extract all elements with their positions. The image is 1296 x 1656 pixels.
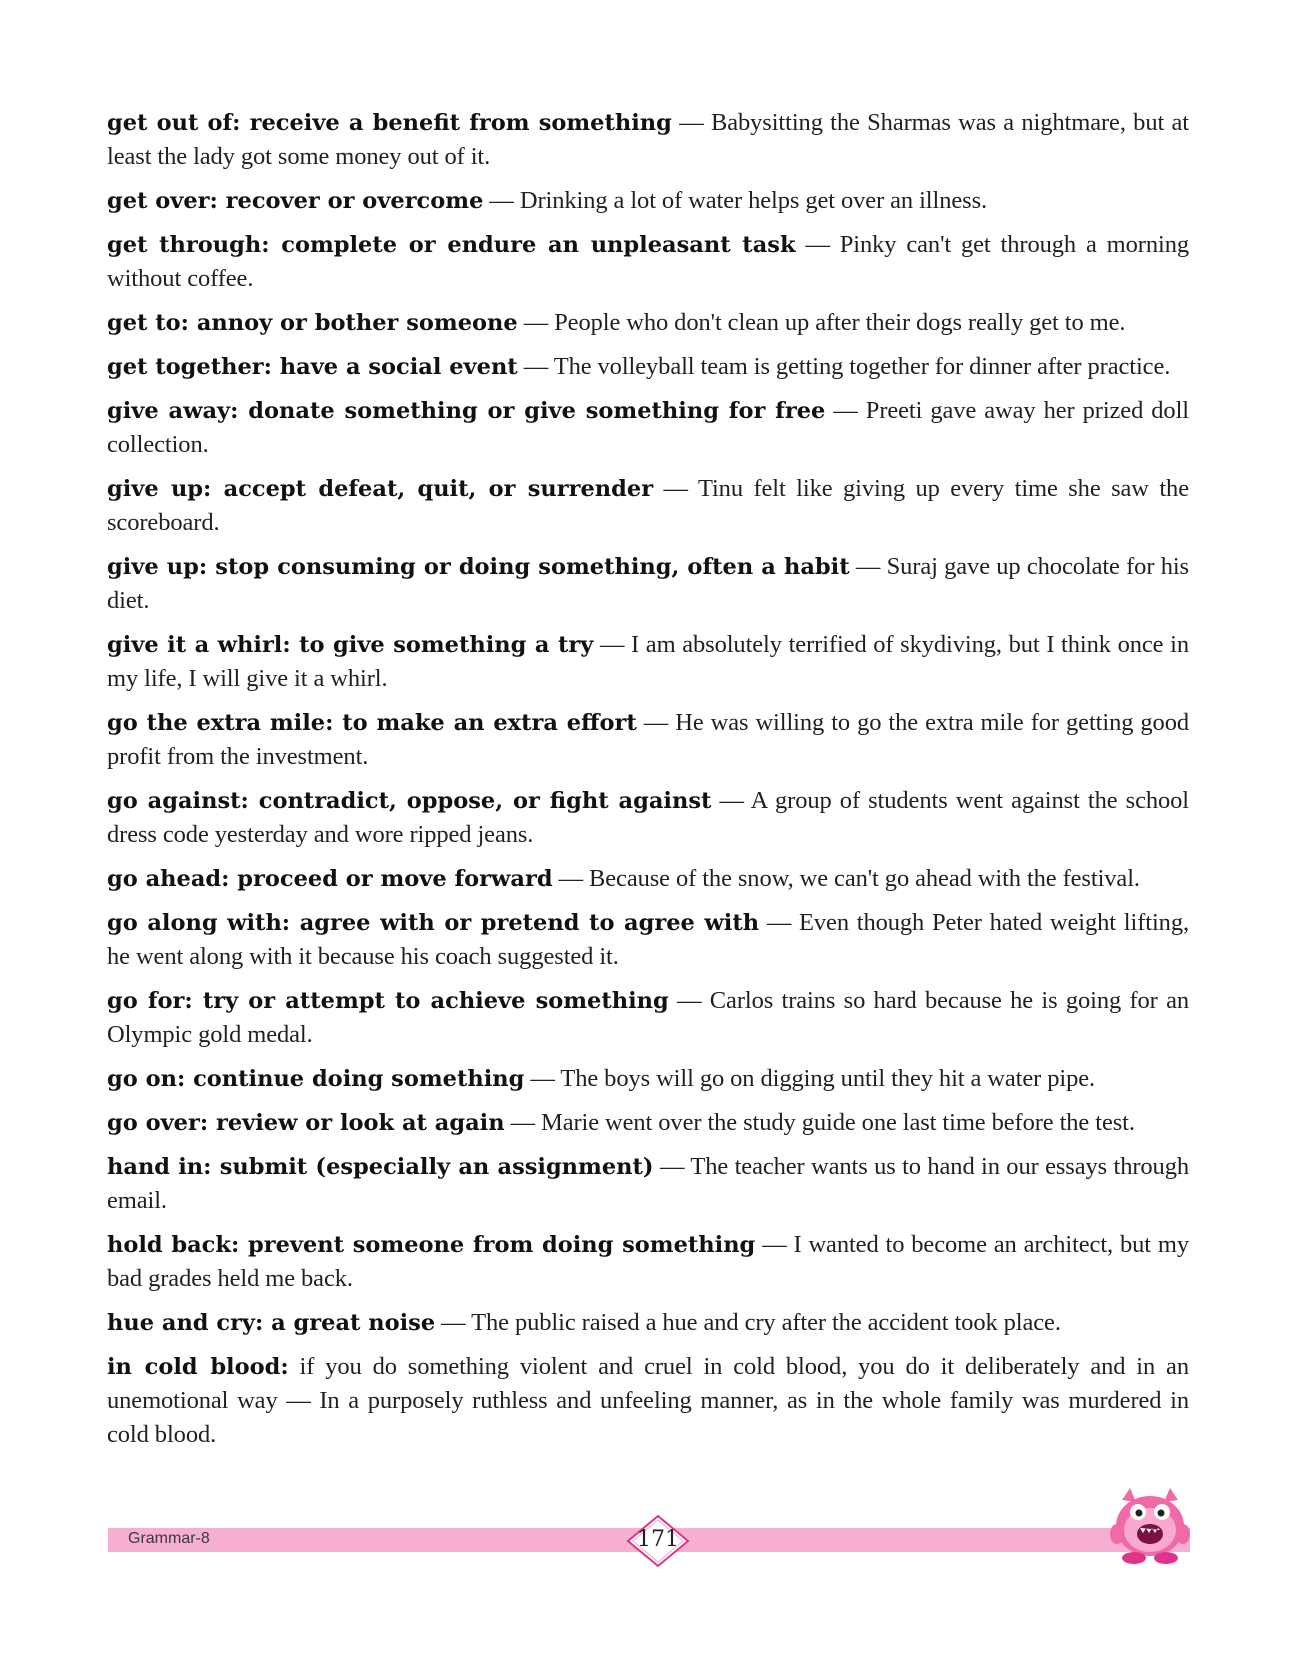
- entry-term: hand in: submit (especially an assignment): [107, 1154, 654, 1180]
- entry-definition: — He was willing to go the extra mile for getting good profit from the investment.: [107, 709, 1189, 770]
- monster-mascot-icon: [1108, 1486, 1192, 1566]
- entry-definition: — Suraj gave up chocolate for his diet.: [107, 553, 1189, 614]
- entry-definition: — The volleyball team is getting together for dinner after practice.: [517, 353, 1171, 380]
- entry-definition: — I wanted to become an architect, but my bad grades held me back.: [107, 1231, 1189, 1292]
- entry-definition: — Because of the snow, we can't go ahead with the festival.: [552, 865, 1140, 892]
- entry-definition: — Carlos trains so hard because he is going for an Olympic gold medal.: [107, 987, 1189, 1048]
- entry-term: hue and cry: a great noise: [107, 1310, 436, 1336]
- glossary-entry: [107, 706, 1189, 774]
- entry-term: go over: review or look at again: [107, 1110, 505, 1136]
- entry-definition: — Babysitting the Sharmas was a nightmare, but at least the lady got some money out of it.: [107, 109, 1190, 170]
- glossary-entry: [107, 1062, 1189, 1096]
- entry-definition: — Even though Peter hated weight lifting, he went along with it because his coach suggested it.: [107, 909, 1189, 970]
- entry-term: give away: donate something or give something for free: [107, 398, 826, 424]
- entry-term: in cold blood:: [107, 1354, 289, 1380]
- glossary-entry: [107, 106, 1189, 174]
- entry-definition: — The boys will go on digging until they hit a water pipe.: [524, 1065, 1096, 1092]
- entry-term: hold back: prevent someone from doing something: [107, 1232, 756, 1258]
- entry-term: give up: accept defeat, quit, or surrender: [107, 476, 654, 502]
- glossary-entry: [107, 984, 1189, 1052]
- entry-term: go on: continue doing something: [107, 1066, 525, 1092]
- entry-definition: — The teacher wants us to hand in our essays through email.: [107, 1153, 1190, 1214]
- entry-definition: — A group of students went against the school dress code yesterday and wore ripped jeans.: [107, 787, 1189, 848]
- entry-term: get out of: receive a benefit from something: [107, 110, 672, 136]
- entry-definition: — People who don't clean up after their dogs really get to me.: [517, 309, 1126, 336]
- glossary-entry: [107, 306, 1189, 340]
- glossary-entry: [107, 472, 1189, 540]
- entry-definition: — Tinu felt like giving up every time she saw the scoreboard.: [107, 475, 1189, 536]
- entry-definition: — The public raised a hue and cry after the accident took place.: [435, 1309, 1061, 1336]
- entry-definition: if you do something violent and cruel in cold blood, you do it deliberately and in an unemotional way — In a purposely ruthless and unfeeling manner, as in the whole family was murdered in cold blood.: [107, 1353, 1189, 1448]
- entry-term: get over: recover or overcome: [107, 188, 484, 214]
- glossary-entry: [107, 394, 1189, 462]
- glossary-entry: [107, 550, 1189, 618]
- entry-definition: — Preeti gave away her prized doll collection.: [107, 397, 1189, 458]
- entry-definition: — I am absolutely terrified of skydiving, but I think once in my life, I will give it a whirl.: [107, 631, 1189, 692]
- entry-term: go along with: agree with or pretend to agree with: [107, 910, 760, 936]
- entry-term: get through: complete or endure an unpleasant task: [107, 232, 796, 258]
- entry-term: go against: contradict, oppose, or fight against: [107, 788, 712, 814]
- glossary-entry: [107, 628, 1189, 696]
- glossary-entry: [107, 784, 1189, 852]
- glossary-entry: [107, 906, 1189, 974]
- glossary-entry: [107, 1106, 1189, 1140]
- glossary-entry: [107, 350, 1189, 384]
- entry-definition: — Pinky can't get through a morning without coffee.: [107, 231, 1189, 292]
- glossary-entry: [107, 1350, 1189, 1452]
- page-number: 171: [637, 1527, 679, 1552]
- glossary-entry: [107, 184, 1189, 218]
- entry-definition: — Drinking a lot of water helps get over an illness.: [483, 187, 988, 214]
- book-title: Grammar-8: [128, 1530, 210, 1547]
- glossary-entry: [107, 1306, 1189, 1340]
- entry-term: give up: stop consuming or doing something, often a habit: [107, 554, 850, 580]
- glossary-entry: [107, 228, 1189, 296]
- entry-term: go the extra mile: to make an extra effort: [107, 710, 637, 736]
- glossary-list: [107, 106, 1189, 1462]
- page-footer: [108, 1518, 1190, 1552]
- entry-term: give it a whirl: to give something a try: [107, 632, 594, 658]
- entry-term: go for: try or attempt to achieve something: [107, 988, 669, 1014]
- glossary-entry: [107, 862, 1189, 896]
- glossary-entry: [107, 1150, 1189, 1218]
- page-number-badge: [626, 1514, 690, 1568]
- entry-term: go ahead: proceed or move forward: [107, 866, 553, 892]
- entry-term: get to: annoy or bother someone: [107, 310, 518, 336]
- glossary-entry: [107, 1228, 1189, 1296]
- entry-definition: — Marie went over the study guide one last time before the test.: [504, 1109, 1135, 1136]
- entry-term: get together: have a social event: [107, 354, 518, 380]
